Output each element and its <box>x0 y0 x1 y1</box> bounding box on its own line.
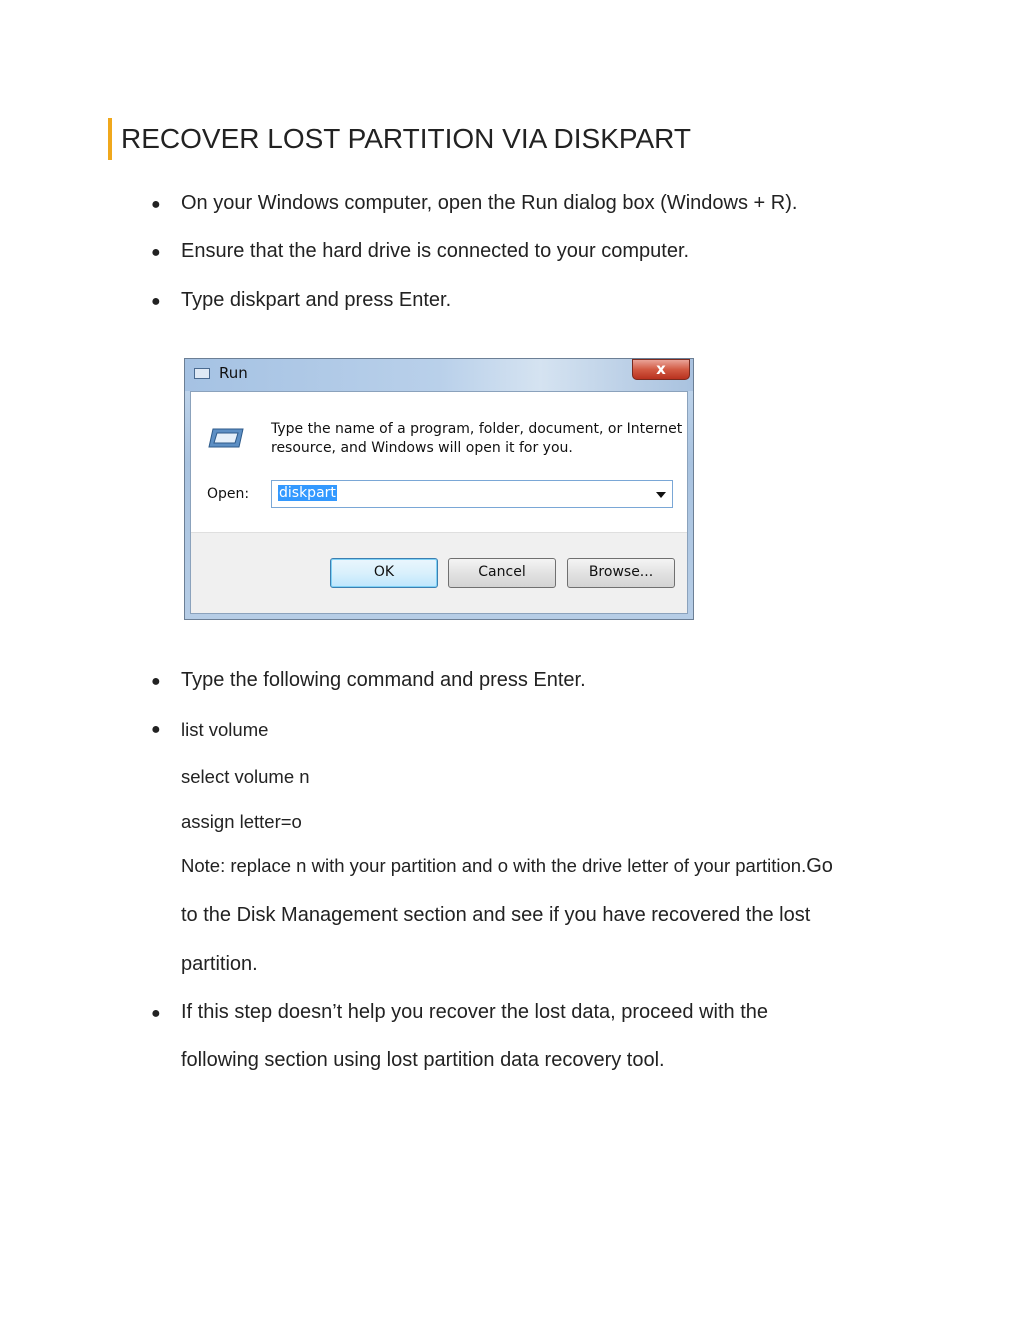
list-item: Ensure that the hard drive is connected to your computer. <box>181 240 690 262</box>
bullet-icon: ● <box>151 673 161 690</box>
run-window-icon <box>194 368 210 379</box>
run-description <box>271 420 682 458</box>
bullet-icon: ● <box>151 196 161 213</box>
chevron-down-icon[interactable] <box>656 492 666 498</box>
section-heading <box>108 118 691 160</box>
browse-button[interactable]: Browse... <box>567 558 675 588</box>
run-title: Run <box>219 364 248 382</box>
run-description-line: resource, and Windows will open it for you. <box>271 440 573 456</box>
list-item: Type diskpart and press Enter. <box>181 289 452 311</box>
command-line: list volume <box>181 719 269 740</box>
note-line <box>181 855 833 878</box>
list-item-continuation: following section using lost partition data recovery tool. <box>181 1049 665 1071</box>
list-item: On your Windows computer, open the Run dialog box (Windows + R). <box>181 192 798 214</box>
cancel-button[interactable]: Cancel <box>448 558 556 588</box>
list-item: Type the following command and press Enter. <box>181 669 586 691</box>
note-text: Note: replace n with your partition and o with the drive letter of your partition. <box>181 855 807 876</box>
list-item: If this step doesn’t help you recover the lost data, proceed with the <box>181 1001 769 1023</box>
run-titlebar <box>185 359 693 391</box>
close-icon[interactable]: x <box>632 359 690 380</box>
heading-accent-bar <box>108 118 112 160</box>
run-dialog-screenshot <box>184 358 694 620</box>
bullet-icon: ● <box>151 1005 161 1022</box>
page-title: RECOVER LOST PARTITION VIA DISKPART <box>121 123 691 154</box>
open-combobox[interactable] <box>271 480 673 508</box>
command-line: select volume n <box>181 766 310 787</box>
run-app-icon <box>207 426 245 450</box>
run-client-area <box>190 391 688 614</box>
open-label: Open: <box>207 486 250 502</box>
ok-button[interactable]: OK <box>330 558 438 588</box>
run-description-line: Type the name of a program, folder, document, or Internet <box>271 421 683 437</box>
bullet-icon: ● <box>151 293 161 310</box>
note-go: Go <box>806 855 833 877</box>
bullet-icon: ● <box>151 244 161 261</box>
note-continuation: to the Disk Management section and see if you have recovered the lost <box>181 904 811 926</box>
command-line: assign letter=o <box>181 811 302 832</box>
open-input-value[interactable]: diskpart <box>279 485 336 501</box>
bullet-icon: ● <box>151 721 161 738</box>
note-continuation: partition. <box>181 953 258 975</box>
